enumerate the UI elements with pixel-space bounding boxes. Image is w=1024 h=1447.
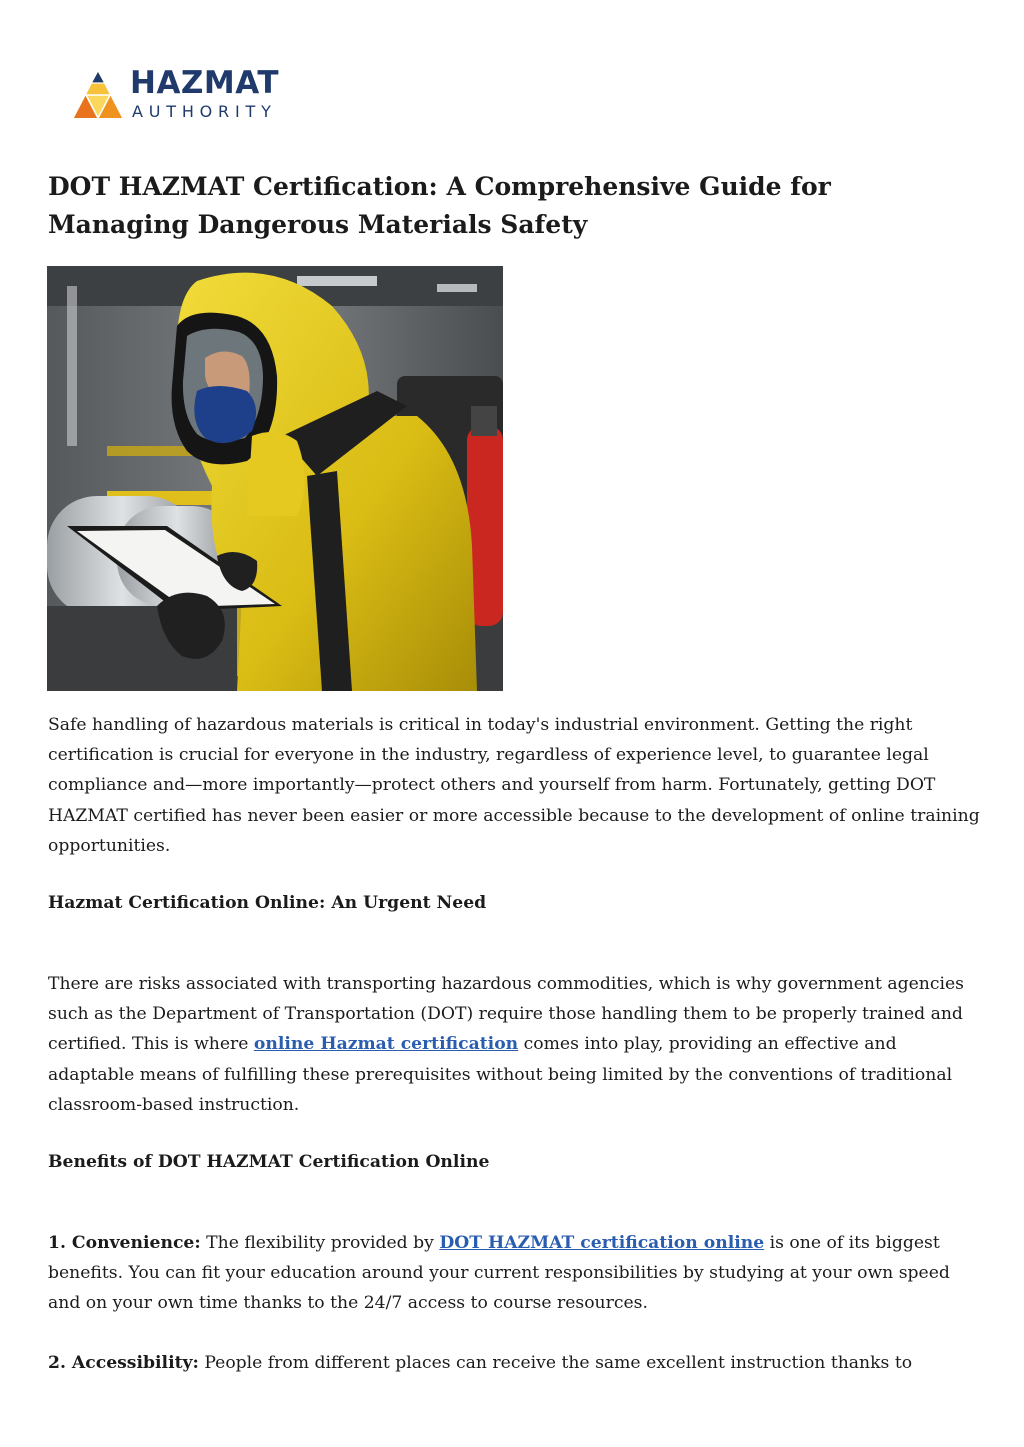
logo-triangle-icon <box>72 70 124 122</box>
hazmat-authority-logo <box>72 65 287 124</box>
urgent-need-text-after: comes into play, providing an effective and adaptable means of fulfilling these prerequisites without being limited by the conventions of traditional classroom-based instruction. <box>48 1034 953 1115</box>
section-heading-urgent-need: Hazmat Certification Online: An Urgent Need <box>48 893 487 913</box>
article-title: DOT HAZMAT Certification: A Comprehensive Guide for Managing Dangerous Materials Safety <box>48 172 831 239</box>
urgent-need-text-before: There are risks associated with transporting hazardous commodities, which is why government agencies such as the Department of Transportation (DOT) require those handling them to be properly trained and certified. This is where <box>48 974 964 1055</box>
benefit-item-accessibility <box>48 1348 983 1378</box>
section-heading-benefits: Benefits of DOT HAZMAT Certification Online <box>48 1152 490 1172</box>
benefit-item-convenience <box>48 1228 983 1319</box>
logo-text-authority: AUTHORITY <box>132 102 277 121</box>
benefit-lead-convenience: 1. Convenience: <box>48 1233 201 1253</box>
logo-text-hazmat: HAZMAT <box>130 65 279 101</box>
dot-hazmat-certification-online-link[interactable]: DOT HAZMAT certification online <box>439 1233 765 1253</box>
hero-image-hazmat-worker <box>47 266 503 691</box>
intro-paragraph: Safe handling of hazardous materials is critical in today's industrial environment. Getting the right certification is crucial for everyone in the industry, regardless of experience level, to guarantee legal compliance and—more importantly—protect others and yourself from harm. Fortunately, getting DOT HAZMAT certified has never been easier or more accessible because to the development of online training opportunities. <box>48 715 980 856</box>
convenience-text-before: The flexibility provided by <box>200 1233 440 1253</box>
benefit-lead-accessibility: 2. Accessibility: <box>48 1353 199 1373</box>
accessibility-text: People from different places can receive the same excellent instruction thanks to <box>198 1353 913 1373</box>
convenience-text-after: is one of its biggest benefits. You can fit your education around your current responsibilities by studying at your own speed and on your own time thanks to the 24/7 access to course resources. <box>48 1233 950 1314</box>
urgent-need-paragraph <box>48 969 983 1120</box>
online-hazmat-certification-link[interactable]: online Hazmat certification <box>253 1034 519 1055</box>
